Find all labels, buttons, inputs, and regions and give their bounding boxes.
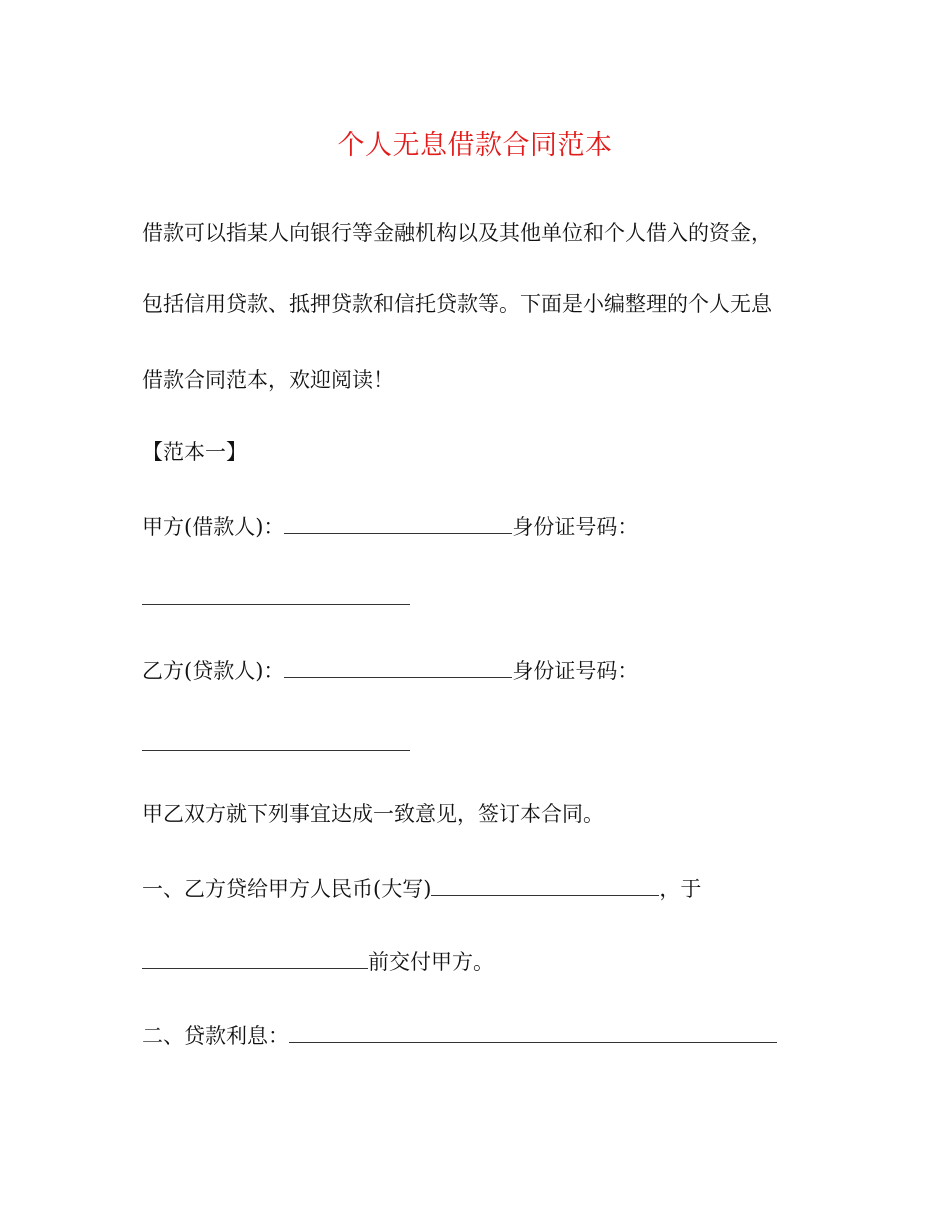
party-a-name-blank (284, 511, 512, 534)
clause-1-row-2 (142, 946, 494, 977)
party-a-id-blank (142, 604, 410, 605)
clause-2-label: 二、贷款利息： (142, 1024, 289, 1048)
section-heading: 【范本一】 (142, 440, 247, 464)
clause-1-date-blank (142, 946, 368, 969)
intro-line-3: 借款合同范本，欢迎阅读！ (142, 368, 394, 392)
clause-1-suffix: ，于 (659, 877, 702, 901)
clause-2-interest-blank (289, 1020, 777, 1043)
intro-line-2: 包括信用贷款、抵押贷款和信托贷款等。下面是小编整理的个人无息 (142, 292, 772, 316)
clause-1-amount-blank (431, 873, 659, 896)
clause-2-row (142, 1020, 777, 1051)
clause-1-text: 一、乙方贷给甲方人民币(大写) (142, 877, 432, 901)
party-a-row (142, 511, 638, 542)
document-title: 个人无息借款合同范本 (337, 130, 613, 161)
clause-1-line2-suffix: 前交付甲方。 (368, 950, 494, 974)
party-a-id-label: 身份证号码： (512, 515, 639, 539)
party-a-label: 甲方(借款人)： (142, 515, 285, 539)
clause-1-row (142, 873, 701, 904)
party-b-row (142, 655, 638, 686)
intro-line-1: 借款可以指某人向银行等金融机构以及其他单位和个人借入的资金， (142, 221, 772, 245)
party-b-id-blank (142, 750, 410, 751)
party-b-name-blank (284, 655, 512, 678)
party-b-label: 乙方(贷款人)： (142, 659, 285, 683)
party-b-id-label: 身份证号码： (512, 659, 639, 683)
agreement-text: 甲乙双方就下列事宜达成一致意见，签订本合同。 (142, 802, 604, 826)
